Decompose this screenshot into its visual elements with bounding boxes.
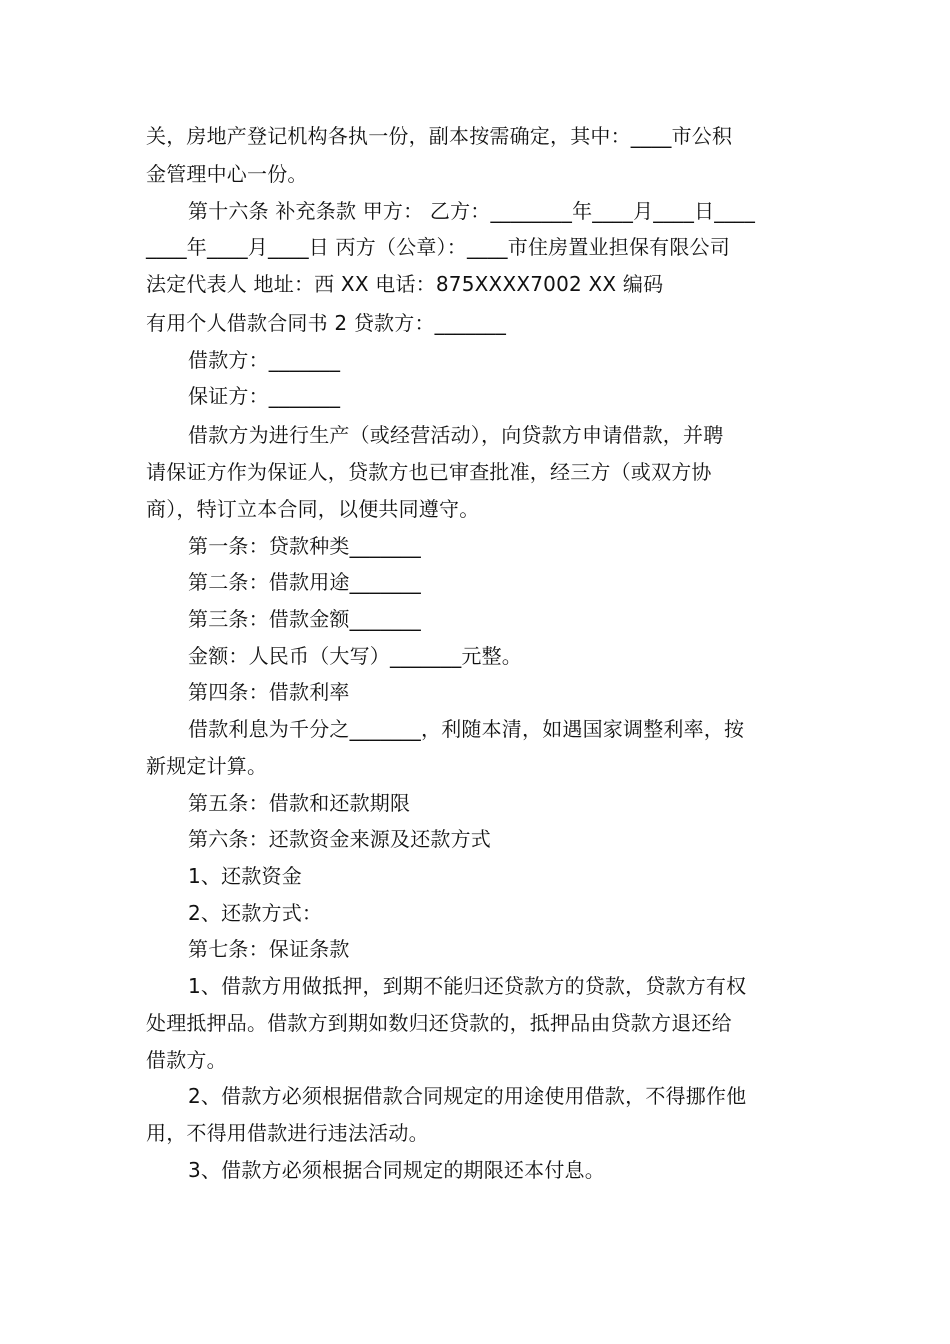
text-line: 有用个人借款合同书 2 贷款方：_______ — [146, 311, 507, 335]
text-line: 金额：人民币（大写）_______元整。 — [188, 644, 522, 668]
text-line: 第一条：贷款种类_______ — [188, 534, 421, 558]
text-line: 第六条：还款资金来源及还款方式 — [188, 827, 491, 851]
text-line: 法定代表人 地址：西 XX 电话：875XXXX7002 XX 编码 — [146, 272, 664, 296]
text-line: 请保证方作为保证人，贷款方也已审查批准，经三方（或双方协 — [146, 460, 712, 484]
text-line: 第三条：借款金额_______ — [188, 607, 421, 631]
text-line: 处理抵押品。借款方到期如数归还贷款的，抵押品由贷款方退还给 — [146, 1011, 732, 1035]
text-line: 1、借款方用做抵押，到期不能归还贷款方的贷款，贷款方有权 — [188, 974, 747, 998]
text-line: 借款方。 — [146, 1048, 227, 1072]
text-line: 金管理中心一份。 — [146, 162, 308, 186]
text-line: 新规定计算。 — [146, 754, 268, 778]
text-line: 商），特订立本合同，以便共同遵守。 — [146, 497, 480, 521]
text-line: 关，房地产登记机构各执一份，副本按需确定，其中：____市公积 — [146, 124, 733, 148]
text-line: 用，不得用借款进行违法活动。 — [146, 1121, 429, 1145]
text-line: 借款方：_______ — [188, 348, 341, 372]
text-line: 第十六条 补充条款 甲方： 乙方：________年____月____日____ — [188, 199, 756, 223]
text-line: 第五条：借款和还款期限 — [188, 791, 411, 815]
text-line: 第四条：借款利率 — [188, 680, 350, 704]
text-line: 第二条：借款用途_______ — [188, 570, 421, 594]
text-line: ____年____月____日 丙方（公章）：____市住房置业担保有限公司 — [146, 235, 730, 259]
text-line: 保证方：_______ — [188, 384, 341, 408]
text-line: 2、借款方必须根据借款合同规定的用途使用借款，不得挪作他 — [188, 1084, 747, 1108]
text-line: 3、借款方必须根据合同规定的期限还本付息。 — [188, 1158, 605, 1182]
text-line: 借款方为进行生产（或经营活动），向贷款方申请借款，并聘 — [188, 423, 724, 447]
text-line: 第七条：保证条款 — [188, 937, 350, 961]
text-line: 2、还款方式： — [188, 901, 323, 925]
text-line: 借款利息为千分之_______，利随本清，如遇国家调整利率，按 — [188, 717, 745, 741]
text-line: 1、还款资金 — [188, 864, 302, 888]
